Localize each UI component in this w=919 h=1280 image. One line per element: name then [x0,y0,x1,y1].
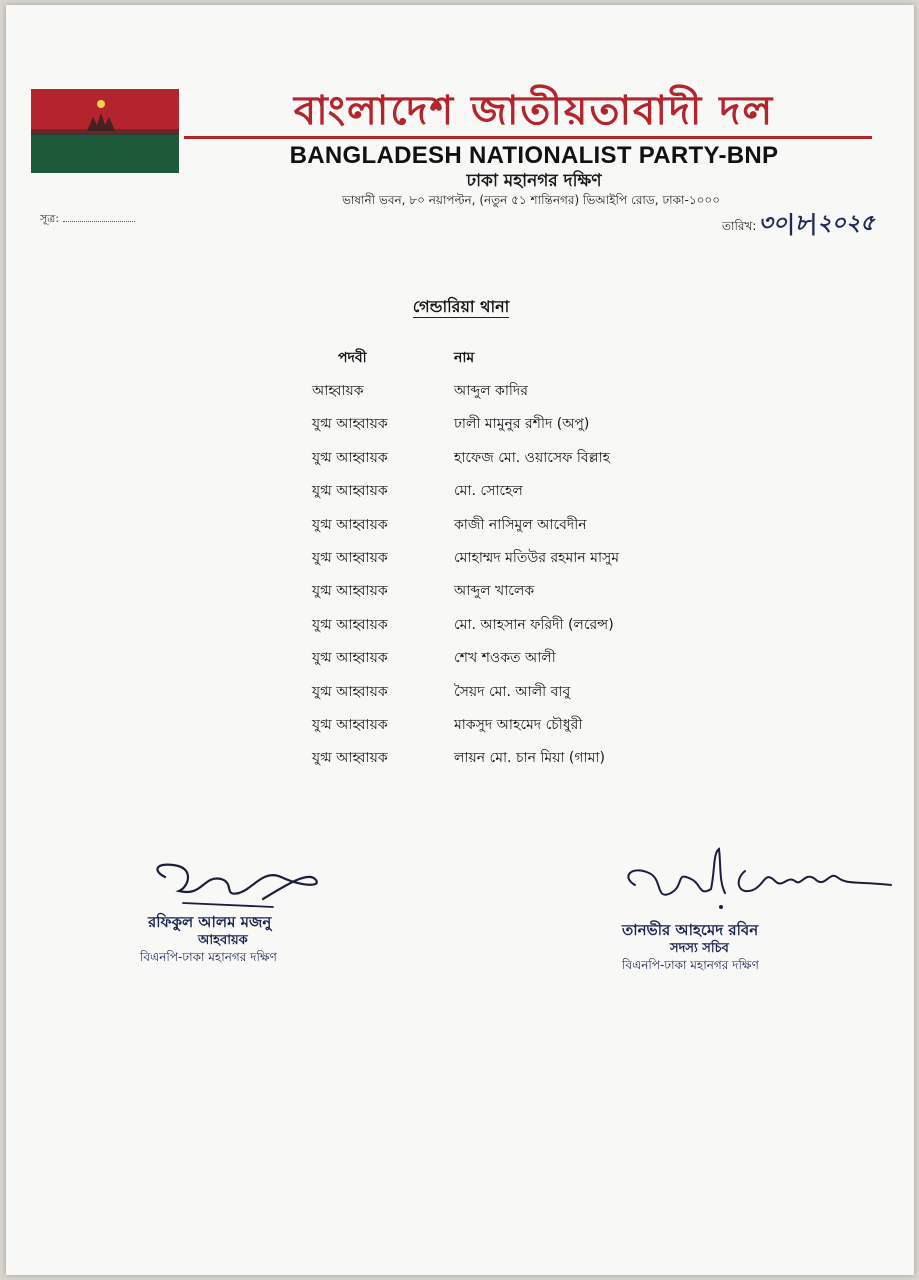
member-position: যুগ্ম আহ্বায়ক [312,750,388,767]
party-name-english: BANGLADESH NATIONALIST PARTY-BNP [289,142,779,169]
member-position: যুগ্ম আহ্বায়ক [312,483,388,500]
roster-row [306,642,726,675]
member-name: মোহাম্মদ মতিউর রহমান মাসুম [454,550,620,567]
member-position: যুগ্ম আহ্বায়ক [312,716,388,733]
member-position: যুগ্ম আহ্বায়ক [312,583,388,600]
title-divider [184,136,872,139]
member-position: যুগ্ম আহ্বায়ক [312,516,388,533]
thana-name: গেন্ডারিয়া থানা [412,297,510,316]
member-secretary-signature-block [610,841,900,974]
convener-signature-block [138,857,338,966]
member-name: মো. আহসান ফরিদী (লরেন্স) [454,616,614,633]
member-name: ঢালী মামুনুর রশীদ (অপু) [454,416,590,433]
member-name: আব্দুল কাদির [454,383,528,400]
member-name: হাফেজ মো. ওয়াসেফ বিল্লাহ [454,449,610,466]
roster-row [306,374,726,407]
member-position: যুগ্ম আহ্বায়ক [312,416,388,433]
roster-row [306,475,726,508]
member-name: আব্দুল খালেক [454,583,535,600]
roster-row [306,541,726,574]
bnp-flag-logo [31,89,179,173]
roster-row [306,742,726,775]
party-name-bengali: বাংলাদেশ জাতীয়তাবাদী দল [293,88,775,134]
date-label: তারিখ: [722,219,757,233]
member-name: মো. সোহেল [454,483,523,500]
reference-label: সূত্র: [40,212,60,225]
member-position: যুগ্ম আহ্বায়ক [312,616,388,633]
roster-row [306,408,726,441]
member-position: যুগ্ম আহ্বায়ক [312,449,388,466]
member-position: যুগ্ম আহ্বায়ক [312,650,388,667]
member-secretary-signature [615,841,895,921]
convener-organization: বিএনপি-ঢাকা মহানগর দক্ষিণ [140,950,277,964]
office-address: ভাষানী ভবন, ৮০ নয়াপল্টন, (নতুন ৫১ শান্তিনগর) ভিআইপি রোড, ঢাকা-১০০০ [341,193,721,207]
member-position: যুগ্ম আহ্বায়ক [312,550,388,567]
convener-name: রফিকুল আলম মজনু [148,913,272,931]
member-name: শেখ শওকত আলী [454,650,556,667]
member-secretary-name: তানভীর আহমেদ রবিন [622,921,759,939]
date-field [722,211,875,238]
convener-signature [143,857,333,913]
roster-row [306,508,726,541]
roster-row [306,608,726,641]
roster-row [306,575,726,608]
member-name: মাকসুদ আহমেদ চৌধুরী [454,716,583,733]
letter-page [6,5,914,1275]
convener-title: আহবায়ক [198,933,248,948]
member-secretary-organization: বিএনপি-ঢাকা মহানগর দক্ষিণ [622,958,759,972]
member-name: সৈয়দ মো. আলী বাবু [454,683,571,700]
member-secretary-title: সদস্য সচিব [670,941,729,956]
committee-roster [306,341,726,775]
reference-field [40,211,135,227]
member-position: যুগ্ম আহ্বায়ক [312,683,388,700]
member-position: আহ্বায়ক [312,383,364,400]
unit-name: ঢাকা মহানগর দক্ষিণ [466,171,602,191]
roster-row [306,441,726,474]
roster-row [306,675,726,708]
roster-row [306,708,726,741]
name-column-header: নাম [454,349,475,366]
member-name: কাজী নাসিমুল আবেদীন [454,516,587,533]
roster-header-row [306,341,726,374]
reference-blank-line [63,221,135,222]
member-name: লায়ন মো. চান মিয়া (গামা) [454,750,605,767]
position-column-header: পদবী [338,349,367,366]
date-value: ৩০|৮|২০২৫ [758,210,875,236]
section-title [306,295,616,319]
